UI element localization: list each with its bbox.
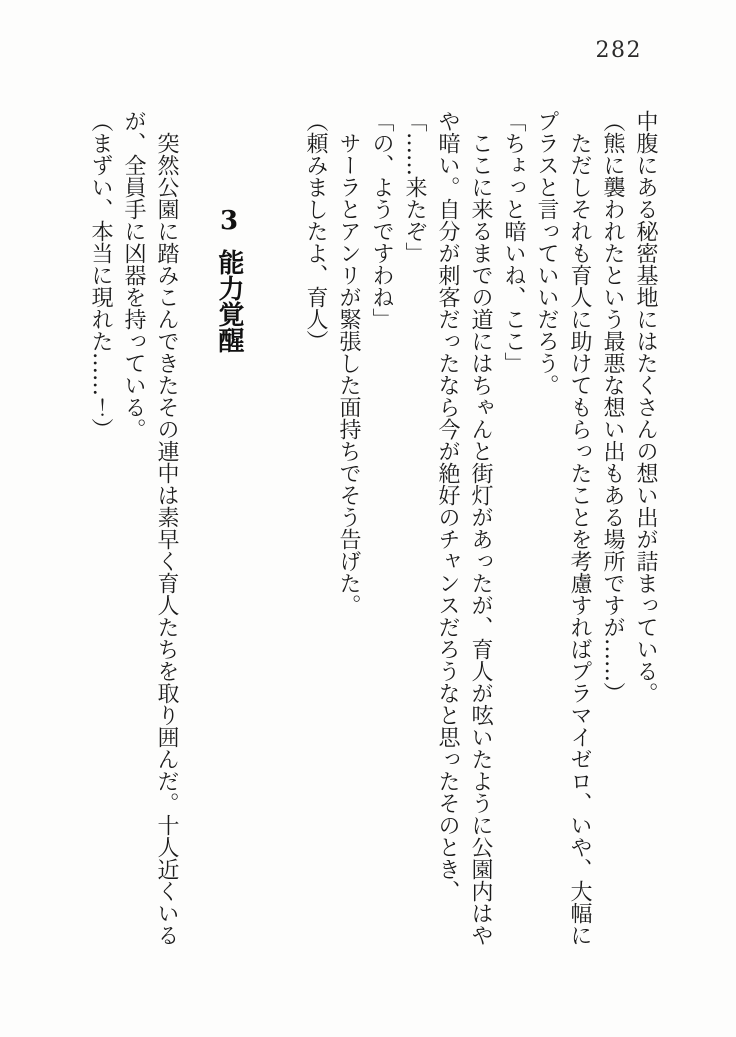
section-heading-number: 3 <box>214 206 244 236</box>
paragraph: 突然公園に踏みこんできたその連中は素早く育人たちを取り囲んだ。十人近くいるが、全員手に凶器を持っている。 <box>121 110 179 946</box>
paragraph: （熊に襲われたという最悪な想い出もある場所ですが……） <box>600 110 625 704</box>
paragraph: 中腹にある秘密基地にはたくさんの想い出が詰まっている。 <box>633 110 658 704</box>
section-heading <box>209 110 249 955</box>
paragraph: ここに来るまでの道にはちゃんと街灯があったが、育人が呟いたように公園内はやや暗い。自分が刺客だったなら今が絶好のチャンスだろうなと思ったそのとき、 <box>435 110 493 946</box>
page-number: 282 <box>595 38 642 63</box>
section-heading-title: 能力覚醒 <box>214 249 244 353</box>
body-text-column-area <box>84 110 662 955</box>
paragraph: 「ちょっと暗いね、ここ」 <box>501 110 526 374</box>
paragraph: サーラとアンリが緊張した面持ちでそう告げた。 <box>336 132 361 616</box>
paragraph: 「の、ようですわね」 <box>369 110 394 330</box>
paragraph: （頼みましたよ、育人） <box>303 110 328 352</box>
paragraph: 「……来たぞ」 <box>402 110 427 264</box>
paragraph: ただしそれも育人に助けてもらったことを考慮すればプラマイゼロ、いや、大幅にプラスと言っていいだろう。 <box>534 110 592 946</box>
paragraph: （まずい、本当に現れた……！） <box>88 110 113 440</box>
